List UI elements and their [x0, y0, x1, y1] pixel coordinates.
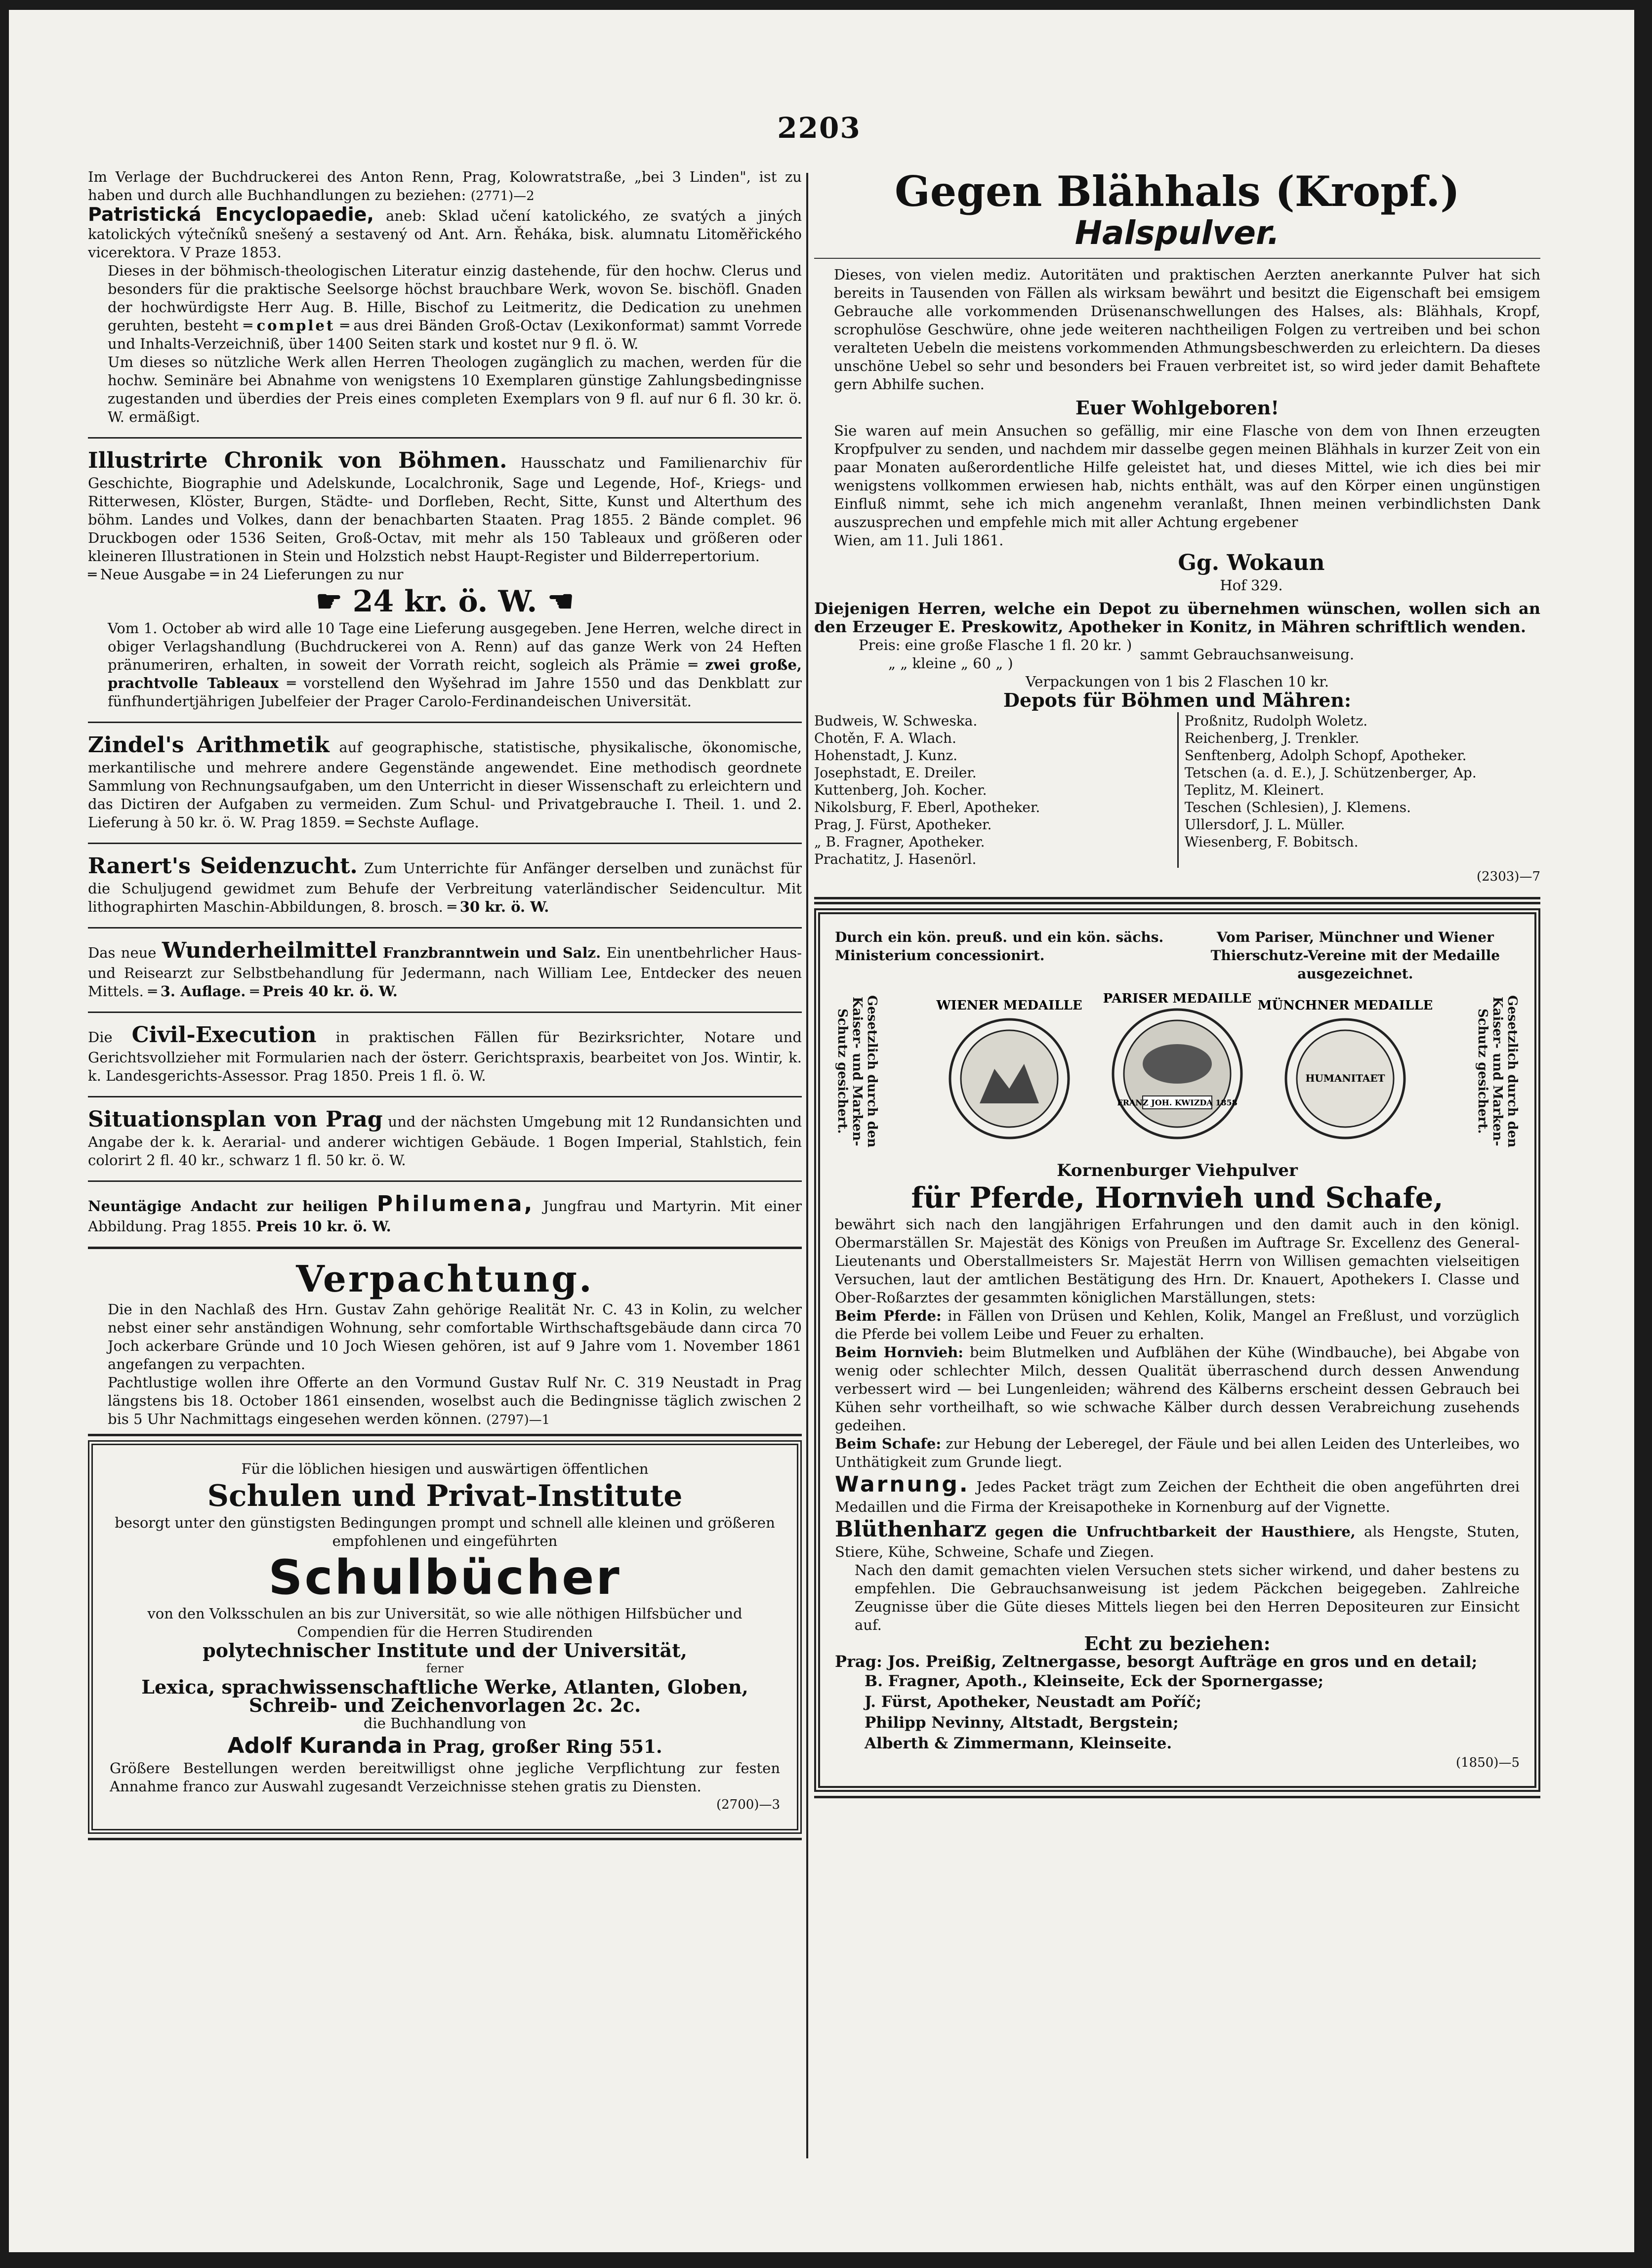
ad-label: Beim Hornvieh: [835, 1344, 963, 1361]
ad-body: auf geographische, statistische, physikalische, ökonomische, merkantilische und mehrere andere Gegenstände angewendet. Eine methodisch geordnete Sammlung von Rechnungsaufgaben, um den Unterricht in dieser Wissenschaft zu erleichtern und das Dictiren der Aufgaben zu vermeiden. Zum Schul- und Privatgebrauche I. Theil. 1. und 2. Lieferung à 50 kr. ö. W. Prag 1859. [88, 739, 802, 831]
ad-title: Patristická Encyclopaedie, [88, 203, 374, 225]
ad-line-bold: polytechnischer Institute und der Universität, [203, 1639, 687, 1661]
depot-entry: Teplitz, M. Kleinert. [1184, 782, 1324, 798]
ad-title: Situationsplan von Prag [88, 1107, 383, 1132]
ad-firm-rest: in Prag, großer Ring 551. [407, 1737, 662, 1757]
ad-title: Ranert's Seidenzucht. [88, 853, 358, 879]
ad-price: Preis 10 kr. ö. W. [256, 1218, 391, 1235]
ad-title: Wunderheilmittel [162, 938, 377, 963]
ad-zindel: Zindel's Arithmetik auf geographische, statistische, physikalische, ökonomische, merkantilische und mehrere andere Gegenstände angewendet. Eine methodisch geordnete Sammlung von Rechnungsaufgaben, um den Unterricht in dieser Wissenschaft zu erleichtern und das Dictiren der Aufgaben zu vermeiden. Zum Schul- und Privatgebrauche I. Theil. 1. und 2. Lieferung à 50 kr. ö. W. Prag 1859. ═ Sechste Auflage. [88, 732, 802, 831]
ad-schulbuecher [88, 1440, 802, 1834]
depot-entry: Proßnitz, Rudolph Woletz. [1184, 713, 1368, 729]
ad-ref: (2797)—1 [486, 1413, 550, 1427]
side-note-right: Gesetzlich durch den Kaiser- und Marken-Schutz gesichert. [1475, 995, 1520, 1148]
ad-subtitle: aneb: Sklad učení katolického, ze svatých a jiných katolických výtečníků snešený a sestavený od Ant. Arn. Řeháka, bisk. alumnatu Litoměřického vicerektora. V Praze 1853. [88, 207, 802, 261]
ad-label: Beim Schafe: [835, 1435, 942, 1452]
ad-civil-execution [88, 1022, 802, 1085]
depot-entry: Teschen (Schlesien), J. Klemens. [1184, 799, 1411, 815]
ad-edition: 3. Auflage. [160, 983, 246, 1000]
ad-intro: Im Verlage der Buchdruckerei des Anton Renn, Prag, Kolowratstraße, „bei 3 Linden", ist zu haben und durch alle Buchhandlungen zu beziehen: [88, 168, 802, 203]
ad-title: Schulen und Privat-Institute [207, 1479, 683, 1513]
ad-complet: complet [256, 317, 335, 334]
ad-body: bewährt sich nach den langjährigen Erfahrungen und den damit auch in den königl. Obermarställen Sr. Majestät des Königs von Preußen im Auftrage Sr. Excellenz des General-Lieutenants und Oberstallmeisters Sr. Majestät Herrn von Willisen gemachten vielseitigen Versuchen, laut der amtlichen Bestätigung des Hrn. Dr. Knauert, Apothekers I. Classe und Ober-Roßarztes der gesammten königlichen Marställungen, stets: [835, 1216, 1520, 1306]
ad-price-note: sammt Gebrauchsanweisung. [1140, 646, 1355, 663]
ad-bluethenharz: Blüthenharz [835, 1517, 987, 1542]
ad-body: Die in den Nachlaß des Hrn. Gustav Zahn gehörige Realität Nr. C. 43 in Kolin, zu welcher nebst einer sehr anständigen Wohnung, sehr comfortable Wirthschaftsgebäude dann circa 70 Joch ackerbare Gründe und 10 Joch Wiesen gehören, ist auf 9 Jahre vom 1. November 1861 angefangen zu verpachten. [108, 1301, 802, 1373]
ad-line: Für die löblichen hiesigen und auswärtigen öffentlichen [241, 1460, 649, 1477]
depot-entry: Kuttenberg, Joh. Kocher. [814, 782, 987, 798]
ad-body: und der nächsten Umgebung mit 12 Rundansichten und Angabe der k. k. Aerarial- und anderer wichtigen Gebäude. 1 Bogen Imperial, Stahlstich, fein colorirt 2 fl. 40 kr., schwarz 1 fl. 50 kr. ö. W. [88, 1113, 802, 1169]
ad-chronik: Illustrirte Chronik von Böhmen. Hausschatz und Familienarchiv für Geschichte, Biographie und Adelskunde, Localchronik, Sage und Legende, Hof-, Kriegs- und Ritterwesen, Klöster, Burgen, Städte- und Dorfleben, Recht, Sitte, Kunst und Alterthum des böhm. Landes und Volkes, dann der benachbarten Staaten. Prag 1855. 2 Bände complet. 96 Druckbogen oder 1536 Seiten, Groß-Octav, mit mehr als 150 Tableaux und größeren oder kleineren Illustrationen in Stein und Holzstich nebst Haupt-Register und Bilderrepertorium. ═ Neue Ausgabe ═ in 24 Lieferungen zu nur ☛ 24 kr. ö. W. ☚ Vom 1. October ab wird alle 10 Tage eine Lieferung ausgegeben. Jene Herren, welche direct in obiger Verlagshandlung (Buchdruckerei von A. Renn) auf das ganze Werk von 24 Heften pränumeriren, erhalten, in soweit der Vorrath reicht, sogleich als Prämie ═ zwei große, prachtvolle Tableaux ═ vorstellend den Wyšehrad im Jahre 1550 und das Denkblatt zur fünfhundertjährigen Jubelfeier der Prager Carolo-Ferdinandeischen Universität. [88, 448, 802, 710]
ad-anton-renn: Im Verlage der Buchdruckerei des Anton Renn, Prag, Kolowratstraße, „bei 3 Linden", ist zu haben und durch alle Buchhandlungen zu beziehen: (2771)—2 Patristická Encyclopaedie, aneb: Sklad učení katolického, ze svatých a jiných katolických výtečníků snešený a sestavený od Ant. Arn. Řeháka, bisk. alumnatu Litoměřického vicerektora. V Praze 1853. Dieses in der böhmisch-theologischen Literatur einzig dastehende, für den hochw. Clerus und besonders für die praktische Seelsorge höchst brauchbare Werk, wovon Se. bischöfl. Gnaden der hochwürdigste Herr Aug. B. Hille, Bischof zu Leitmeritz, die Dedication zu unehmen geruhten, besteht ═ complet ═ aus drei Bänden Groß-Octav (Lexikonformat) sammt Vorrede und Inhalts-Verzeichniß, über 1400 Seiten stark und kostet nur 9 fl. ö. W. Um dieses so nützliche Werk allen Herren Theologen zugänglich zu machen, werden für die hochw. Seminäre bei Abnahme von wenigstens 10 Exemplaren günstige Zahlungsbedingnisse zugestanden und überdies der Preis eines completen Exemplars von 9 fl. auf nur 6 fl. 30 kr. ö. W. ermäßigt. [88, 168, 802, 425]
ad-line: Größere Bestellungen werden bereitwilligst ohne jegliche Verpflichtung zur festen Annahme franco zur Auswahl zugesandt Verzeichnisse stehen gratis zu Diensten. [110, 1760, 780, 1795]
ad-prefix: Die [88, 1029, 113, 1046]
ad-bluethenharz-text: gegen die Unfruchtbarkeit der Hausthiere, [994, 1523, 1356, 1540]
ad-body-3: vorstellend den Wyšehrad im Jahre 1550 und das Denkblatt zur fünfhundertjährigen Jubelfeier der Prager Carolo-Ferdinandeischen Universität. [108, 675, 802, 710]
ad-title: Zindel's Arithmetik [88, 732, 330, 758]
dealer-entry: Alberth & Zimmermann, Kleinseite. [865, 1735, 1172, 1752]
ad-edition: Sechste Auflage. [357, 814, 479, 831]
ad-viehpulver [814, 908, 1540, 1792]
ad-brand: Kornenburger Viehpulver [1057, 1161, 1298, 1180]
right-column [814, 168, 1540, 2163]
depot-entry: „ B. Fragner, Apotheker. [814, 834, 985, 850]
ad-body: Hausschatz und Familienarchiv für Geschichte, Biographie und Adelskunde, Localchronik, Sage und Legende, Hof-, Kriegs- und Ritterwesen, Klöster, Burgen, Städte- und Dorfleben, Recht, Sitte, Kunst und Alterthum des böhm. Landes und Volkes, dann der benachbarten Staaten. Prag 1855. 2 Bände complet. 96 Druckbogen oder 1536 Seiten, Groß-Octav, mit mehr als 150 Tableaux und größeren oder kleineren Illustrationen in Stein und Holzstich nebst Haupt-Register und Bilderrepertorium. [88, 454, 802, 565]
ad-top-right: Vom Pariser, Münchner und Wiener Thierschutz-Vereine mit der Medaille ausgezeichnet. [1210, 929, 1500, 982]
ad-new-edition: Neue Ausgabe [100, 566, 206, 583]
depot-entry: Ullersdorf, J. L. Müller. [1184, 816, 1345, 833]
depot-entry: Reichenberg, J. Trenkler. [1184, 730, 1360, 746]
ad-depot-call: Diejenigen Herren, welche ein Depot zu übernehmen wünschen, wollen sich an den Erzeuger E. Preskowitz, Apotheker in Konitz, in Mähren schriftlich wenden. [814, 599, 1540, 636]
ad-echt: Echt zu beziehen: [1084, 1632, 1271, 1655]
ad-title-rest: Franzbranntwein und Salz. [382, 944, 601, 961]
depot-entry: Senftenberg, Adolph Schopf, Apotheker. [1184, 747, 1467, 764]
medal-inner-label: HUMANITAET [1305, 1072, 1385, 1084]
ad-label: Beim Pferde: [835, 1307, 942, 1324]
divider [88, 1247, 802, 1249]
ad-body: Jungfrau und Martyrin. Mit einer Abbildung. Prag 1855. [88, 1198, 802, 1235]
ad-verpachtung [88, 1258, 802, 1429]
depot-entry: Hohenstadt, J. Kunz. [814, 747, 958, 764]
dealer-entry: Philipp Nevinny, Altstadt, Bergstein; [865, 1714, 1179, 1732]
ad-signature: Gg. Wokaun [1178, 550, 1325, 575]
ad-body-2: Nach den damit gemachten vielen Versuchen stets sicher wirkend, und daher bestens zu empfehlen. Die Gebrauchsanweisung ist jedem Päckchen beigegeben. Zahlreiche Zeugnisse über die Güte dieses Mittels liegen bei den Herren Depositeuren zur Einsicht auf. [855, 1562, 1520, 1633]
ad-body-2: Pachtlustige wollen ihre Offerte an den Vormund Gustav Rulf Nr. C. 319 Neustadt in Prag längstens bis 18. October 1861 einsenden, woselbst auch die Bedingnisse täglich zwischen 2 bis 5 Uhr Nachmittags eingesehen werden können. [108, 1374, 802, 1427]
ad-line-bold: Lexica, sprachwissenschaftliche Werke, Atlanten, Globen, Schreib- und Zeichenvorlagen 2c. 2c. [141, 1676, 748, 1716]
depot-entry: Wiesenberg, F. Bobitsch. [1184, 834, 1359, 850]
ad-title: Verpachtung. [296, 1258, 594, 1300]
ad-seidenzucht: Ranert's Seidenzucht. Zum Unterrichte für Anfänger derselben und zunächst für die Schuljugend gewidmet zum Behufe der Verbreitung vaterländischer Seidencultur. Mit lithographirten Maschin-Abbildungen, 8. brosch. ═ 30 kr. ö. W. [88, 853, 802, 915]
left-column [88, 168, 802, 2163]
ad-line: die Buchhandlung von [363, 1715, 527, 1732]
ad-title: Philumena, [376, 1191, 535, 1216]
medal-label-paris: PARISER MEDAILLE [1103, 991, 1252, 1006]
divider [88, 1012, 802, 1013]
depot-entry: Prachatitz, J. Hasenörl. [814, 851, 977, 867]
depot-column-left [814, 712, 1170, 868]
depot-entry: Chotěn, F. A. Wlach. [814, 730, 956, 746]
ad-top-left: Durch ein kön. preuß. und ein kön. sächs. Ministerium concessionirt. [835, 929, 1164, 964]
ad-body-2: aus drei Bänden Groß-Octav (Lexikonformat) sammt Vorrede und Inhalts-Verzeichniß, über 1400 Seiten stark und kostet nur 9 fl. ö. W. [108, 317, 802, 352]
ad-body: in praktischen Fällen für Bezirksrichter, Notare und Gerichtsvollzieher mit Formularien nach der österr. Gerichtspraxis, bearbeitet von Jos. Wintir, k. k. Landesgerichts-Assessor. Prag 1850. Preis 1 fl. ö. W. [88, 1029, 802, 1084]
medal-label-vienna: WIENER MEDAILLE [936, 998, 1082, 1013]
column-divider [806, 173, 808, 2158]
ad-subtitle: Halspulver. [1074, 214, 1280, 252]
divider [88, 1180, 802, 1182]
ad-title: Illustrirte Chronik von Böhmen. [88, 448, 507, 473]
depot-entry: Budweis, W. Schweska. [814, 713, 978, 729]
ad-situationsplan [88, 1106, 802, 1170]
ad-text: zur Hebung der Leberegel, der Fäule und bei allen Leiden des Unterleibes, wo Unthätigkeit zum Grunde liegt. [835, 1435, 1520, 1470]
ad-warning-text: Jedes Packet trägt zum Zeichen der Echtheit die oben angeführten drei Medaillen und die Firma der Kreisapotheke in Kornenburg auf der Vignette. [835, 1478, 1520, 1515]
dealer-entry: J. Fürst, Apotheker, Neustadt am Poříč; [865, 1693, 1201, 1711]
ad-body-3: Um dieses so nützliche Werk allen Herren Theologen zugänglich zu machen, werden für die hochw. Seminäre bei Abnahme von wenigstens 10 Exemplaren günstige Zahlungsbedingnisse zugestanden und überdies der Preis eines completen Exemplars von 9 fl. auf nur 6 fl. 30 kr. ö. W. ermäßigt. [108, 354, 802, 425]
ad-line: von den Volksschulen an bis zur Universität, so wie alle nöthigen Hilfsbücher und Compendien für die Herren Studirenden [147, 1605, 743, 1640]
medal-inner-label: FRANZ JOH. KWIZDA 1858 [1117, 1098, 1238, 1107]
divider [88, 1096, 802, 1097]
depot-entry: Nikolsburg, F. Eberl, Apotheker. [814, 799, 1040, 815]
ad-ferner: ferner [426, 1661, 464, 1675]
medal-strip [835, 990, 1520, 1153]
ad-body-2: Vom 1. October ab wird alle 10 Tage eine Lieferung ausgegeben. Jene Herren, welche direct in obiger Verlagshandlung (Buchdruckerei von A. Renn) auf das ganze Werk von 24 Heften pränumeriren, erhalten, in soweit der Vorrath reicht, sogleich als Prämie [108, 620, 802, 673]
ad-text: beim Blutmelken und Aufblähen der Kühe (Windbauche), bei Abgabe von wenig oder schlechter Milch, dessen Qualität überraschend durch dessen Anwendung verbessert wird — bei Lungenleiden; während des Kälberns erscheint dessen Gebrauch bei Kühen sehr vortheilhaft, so wie schwache Kälber durch dessen Verabreichung zusehends gedeihen. [835, 1344, 1520, 1434]
ad-body: Zum Unterrichte für Anfänger derselben und zunächst für die Schuljugend gewidmet zum Behufe der Verbreitung vaterländischer Seidencultur. Mit lithographirten Maschin-Abbildungen, 8. brosch. [88, 860, 802, 915]
ad-prefix: Neuntägige Andacht zur heiligen [88, 1198, 368, 1215]
ad-line: besorgt unter den günstigsten Bedingungen prompt und schnell alle kleinen und größeren empfohlenen und eingeführten [115, 1514, 775, 1549]
depot-list [814, 712, 1540, 868]
ad-warning: Warnung. [835, 1472, 970, 1497]
ad-bluethenharz-text-2: als Hengste, Stuten, Stiere, Kühe, Schweine, Schafe und Ziegen. [835, 1523, 1520, 1560]
page-number: 2203 [777, 111, 861, 145]
divider [88, 843, 802, 844]
divider [88, 927, 802, 929]
ad-philumena [88, 1191, 802, 1236]
ad-body: Dieses in der böhmisch-theologischen Literatur einzig dastehende, für den hochw. Clerus und besonders für die praktische Seelsorge höchst brauchbare Werk, wovon Se. bischöfl. Gnaden der hochwürdigste Herr Aug. B. Hille, Bischof zu Leitmeritz, die Dedication zu unehmen geruhten, besteht [108, 262, 802, 334]
medal-label-munich: MÜNCHNER MEDAILLE [1257, 998, 1433, 1013]
depot-entry: Josephstadt, E. Dreiler. [814, 765, 977, 781]
depot-entry: Prag, J. Fürst, Apotheker. [814, 816, 992, 833]
newspaper-page [9, 10, 1634, 2252]
divider [814, 258, 1540, 259]
ad-price: 30 kr. ö. W. [459, 898, 549, 915]
ad-title: Gegen Blähhals (Kropf.) [895, 168, 1460, 216]
ad-dateline: Wien, am 11. Juli 1861. [834, 532, 1004, 549]
ad-salutation: Euer Wohlgeboren! [1075, 397, 1280, 419]
ad-prag-line: Prag: Jos. Preißig, Zeltnergasse, besorgt Aufträge en gros und en detail; [835, 1652, 1478, 1671]
side-note-left: Gesetzlich durch den Kaiser- und Marken-Schutz gesichert. [835, 995, 879, 1148]
ad-kropf [814, 168, 1540, 886]
ad-title: für Pferde, Hornvieh und Schafe, [911, 1181, 1444, 1215]
ad-price: Preis 40 kr. ö. W. [262, 983, 398, 1000]
divider [88, 722, 802, 723]
dealer-list [835, 1671, 1520, 1754]
ad-price-1: Preis: eine große Flasche 1 fl. 20 kr. ) [859, 637, 1132, 653]
ad-title: Civil-Execution [131, 1022, 317, 1048]
ad-new-edition-rest: in 24 Lieferungen zu nur [222, 566, 404, 583]
depot-column-right [1177, 712, 1540, 868]
price-banner: 24 kr. ö. W. [352, 584, 537, 619]
ad-letter: Sie waren auf mein Ansuchen so gefällig, mir eine Flasche von dem von Ihnen erzeugten Kropfpulver zu senden, und nachdem mir dasselbe gegen meinen Blähhals in kurzer Zeit von ein paar Monaten außerordentliche Hilfe geleistet hat, und dieses Mittel, wie ich dies bei mir wenigstens vollkommen erwiesen hab, nichts enthält, was auf den Körper einen ungünstigen Einfluß nimmt, sehe ich mich angenehm veranlaßt, Ihnen meinen verbindlichsten Dank auszusprechen und empfehle mich mit aller Achtung ergebener [834, 422, 1540, 530]
ad-body: Dieses, von vielen mediz. Autoritäten und praktischen Aerzten anerkannte Pulver hat sich bereits in Tausenden von Fällen als wirksam bewährt und besitzt die Eigenschaft bei emsigem Gebrauche alle vorkommenden Drüsenanschwellungen des Halses, als: Blähhals, Kropf, scrophulöse Geschwüre, ohne jede weiteren nachtheiligen Folgen zu vertreiben und bei schon veralteten Uebeln die meistens vorkommenden Athmungsbeschwerden zu erleichtern. Da dieses unschöne Uebel so sehr und besonders bei Frauen verbreitet ist, so wird jeder damit Behaftete gern Abhilfe suchen. [834, 266, 1540, 393]
ad-address: Hof 329. [1220, 577, 1283, 594]
medals-illustration [910, 990, 1444, 1153]
ad-ref: (2700)—3 [716, 1797, 780, 1812]
ad-wunderheilmittel: Das neue Wunderheilmittel Franzbranntwein und Salz. Ein unentbehrlicher Haus- und Reisearzt zur Selbstbehandlung für Jedermann, nach William Lee, Entdecker des neuen Mittels. ═ 3. Auflage. ═ Preis 40 kr. ö. W. [88, 938, 802, 1000]
ad-packing: Verpackungen von 1 bis 2 Flaschen 10 kr. [1025, 673, 1329, 690]
ad-ref: (1850)—5 [1456, 1755, 1520, 1770]
dealer-entry: B. Fragner, Apoth., Kleinseite, Eck der Spornergasse; [865, 1672, 1324, 1690]
ad-ref: (2303)—7 [1477, 869, 1540, 884]
depot-entry: Tetschen (a. d. E.), J. Schützenberger, Ap. [1184, 765, 1477, 781]
ad-depots-title: Depots für Böhmen und Mähren: [1003, 689, 1351, 711]
ad-premium: zwei große, prachtvolle Tableaux [108, 656, 802, 691]
ad-firm: Adolf Kuranda [227, 1733, 403, 1758]
ad-text: in Fällen von Drüsen und Kehlen, Kolik, Mangel an Freßlust, und vorzüglich die Pferde bei vollem Leibe und Feuer zu erhalten. [835, 1307, 1520, 1342]
ad-body: Ein unentbehrlicher Haus- und Reisearzt zur Selbstbehandlung für Jedermann, nach William Lee, Entdecker des neuen Mittels. [88, 944, 802, 1000]
ad-title-large: Schulbücher [268, 1550, 621, 1605]
ad-ref: (2771)—2 [470, 189, 535, 203]
divider [88, 437, 802, 439]
ad-prefix: Das neue [88, 944, 157, 961]
ad-price-2: „ „ kleine „ 60 „ ) [888, 655, 1013, 672]
divider [814, 897, 1540, 899]
